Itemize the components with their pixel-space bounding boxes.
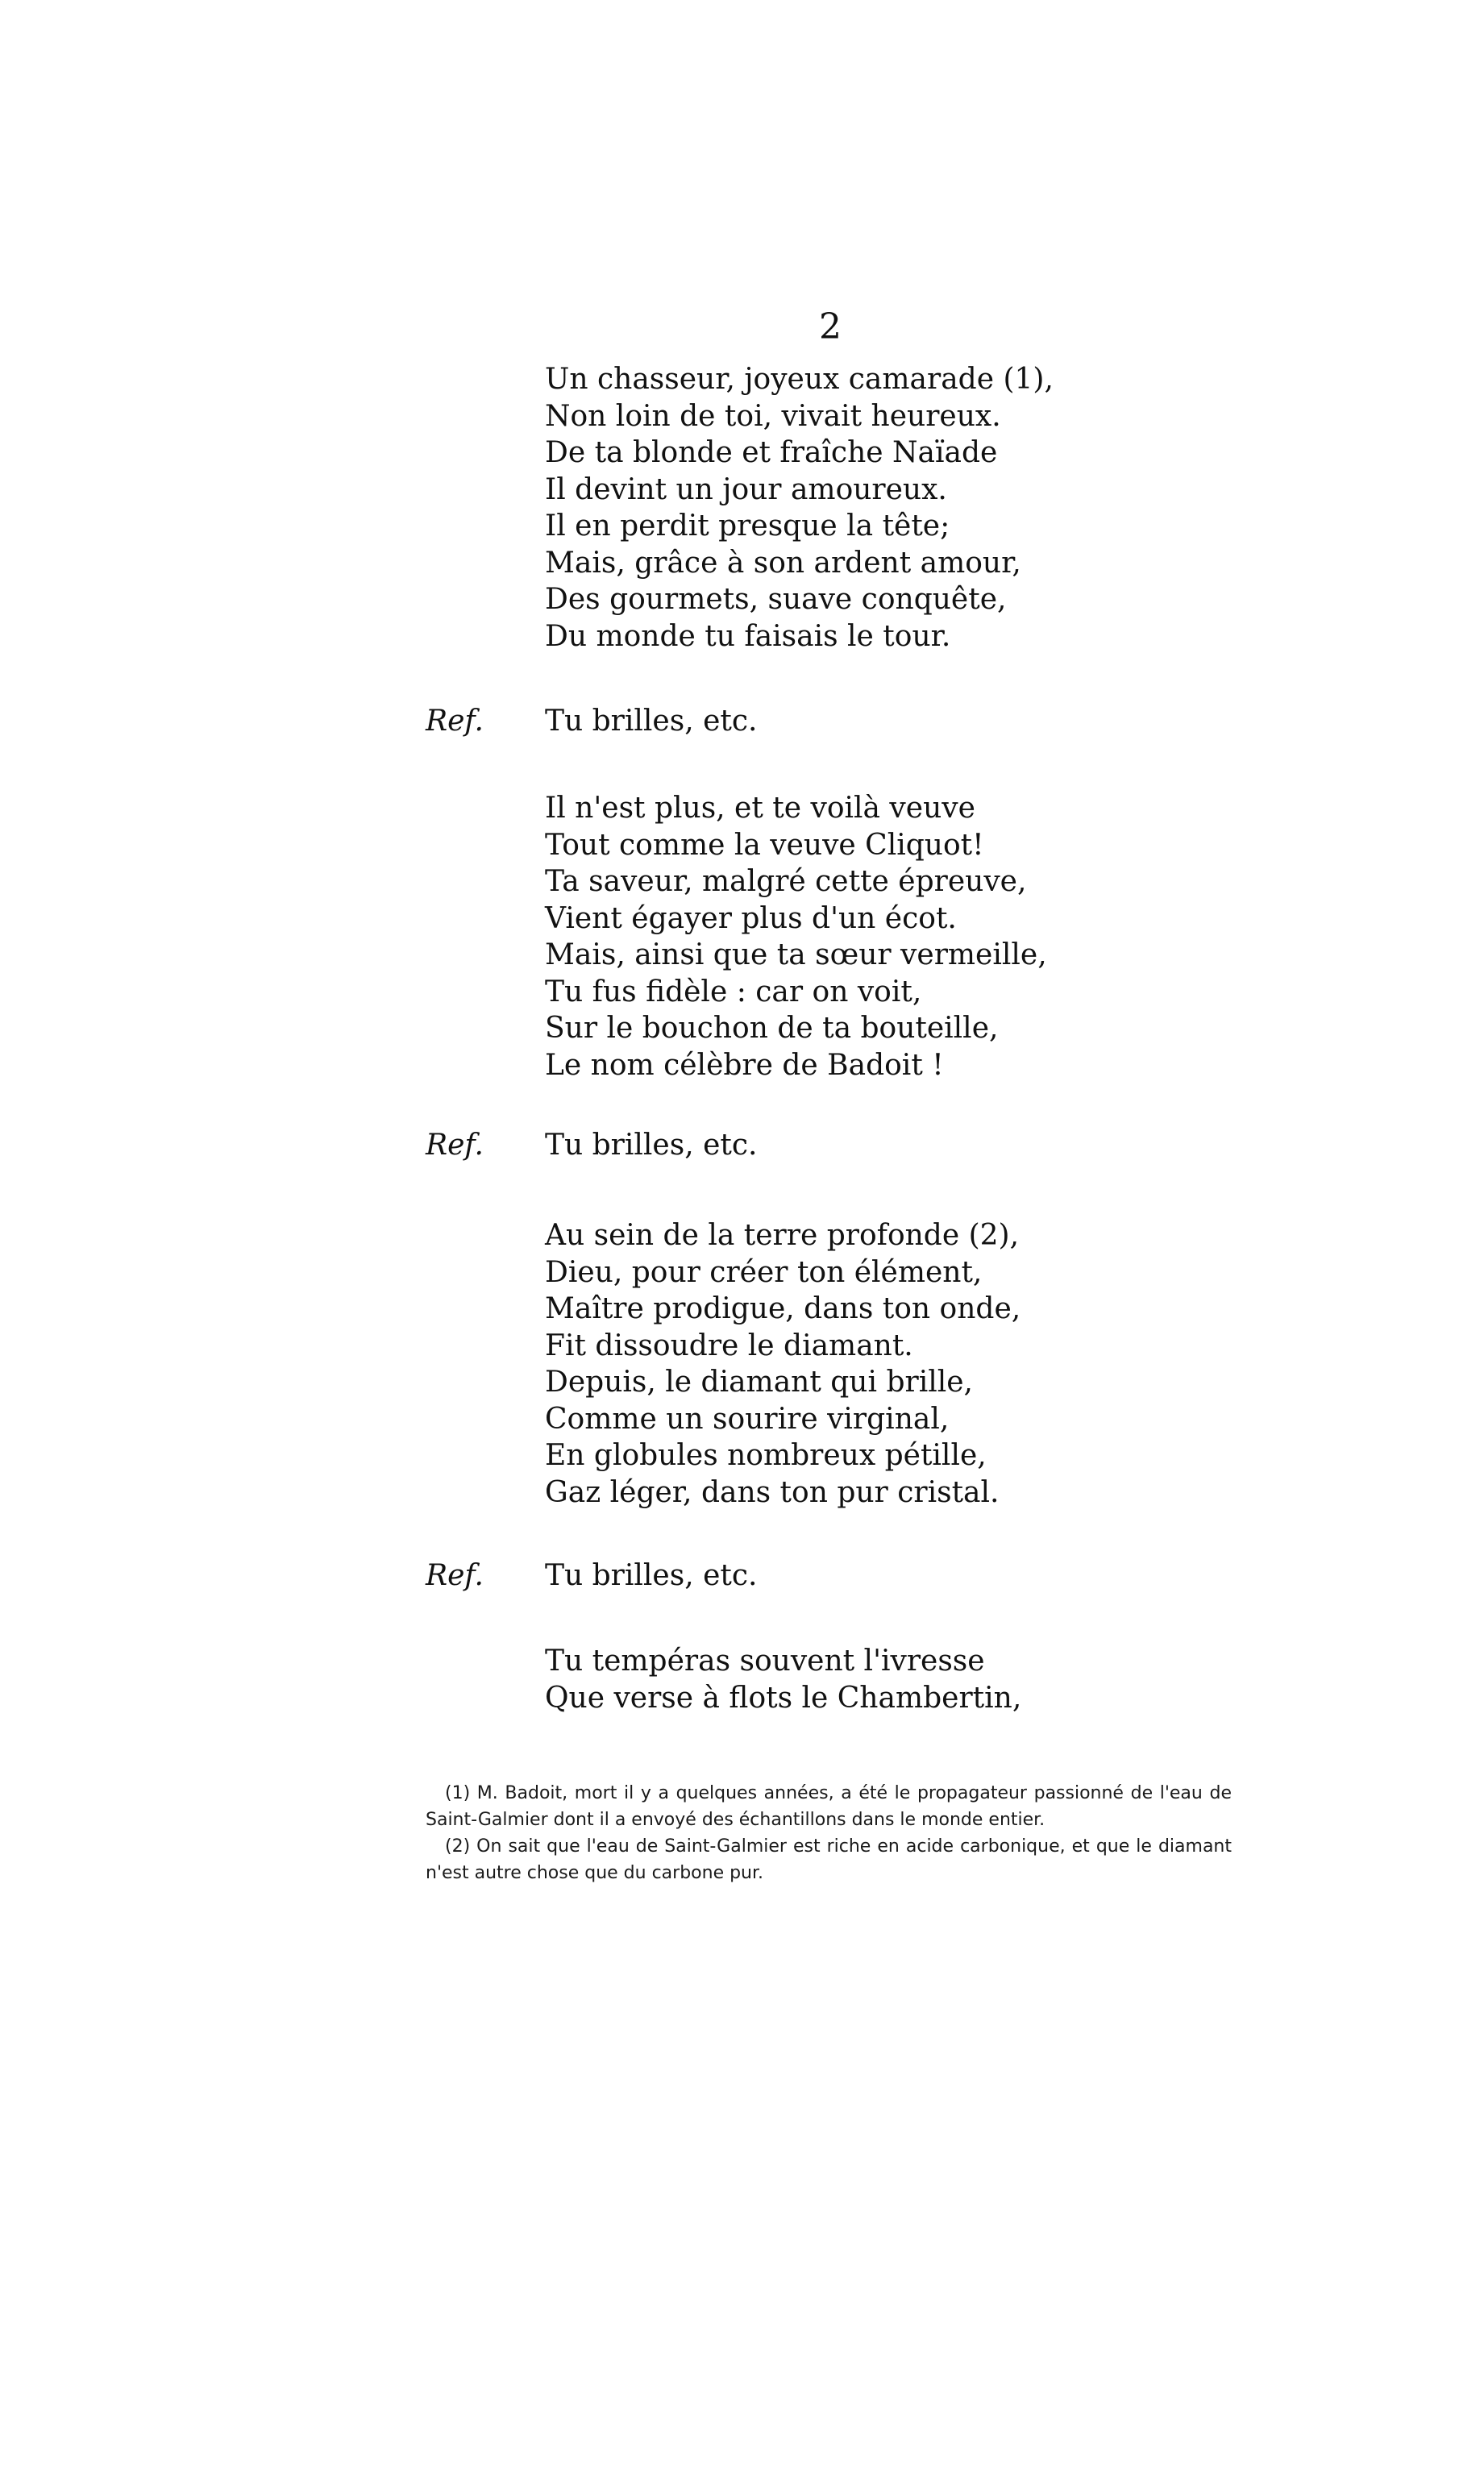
footnotes bbox=[426, 1780, 1232, 1886]
verse-line: Au sein de la terre profonde (2), bbox=[545, 1219, 1020, 1252]
verse-line: Maître prodigue, dans ton onde, bbox=[545, 1292, 1021, 1325]
footnote-1: (1) M. Badoit, mort il y a quelques années, a été le propagateur passionné de l'eau de Saint-Galmier dont il a envoyé des échantillons dans le monde entier. bbox=[426, 1783, 1232, 1830]
verse-line: De ta blonde et fraîche Naïade bbox=[545, 436, 998, 469]
stanza-2 bbox=[545, 790, 1047, 1083]
refrain-1 bbox=[0, 703, 1484, 739]
verse-line: Gaz léger, dans ton pur cristal. bbox=[545, 1475, 1000, 1509]
stanza-1 bbox=[545, 361, 1054, 655]
verse-line: Non loin de toi, vivait heureux. bbox=[545, 399, 1001, 433]
refrain-text: Tu brilles, etc. bbox=[545, 705, 758, 738]
verse-line: Dieu, pour créer ton élément, bbox=[545, 1255, 983, 1289]
verse-line: Que verse à flots le Chambertin, bbox=[545, 1681, 1022, 1715]
refrain-label: Ref. bbox=[426, 705, 484, 738]
verse-line: Du monde tu faisais le tour. bbox=[545, 619, 951, 653]
verse-line: Vient égayer plus d'un écot. bbox=[545, 901, 957, 935]
verse-line: Tout comme la veuve Cliquot! bbox=[545, 828, 984, 862]
verse-line: Il devint un jour amoureux. bbox=[545, 472, 947, 506]
refrain-label: Ref. bbox=[426, 1559, 484, 1592]
stanza-3 bbox=[545, 1217, 1021, 1511]
stanza-4 bbox=[545, 1643, 1021, 1716]
verse-line: Tu tempéras souvent l'ivresse bbox=[545, 1645, 985, 1678]
verse-line: Le nom célèbre de Badoit ! bbox=[545, 1048, 944, 1082]
page-number: 2 bbox=[819, 306, 842, 347]
refrain-label: Ref. bbox=[426, 1129, 484, 1162]
verse-line: Tu fus fidèle : car on voit, bbox=[545, 975, 922, 1008]
refrain-text: Tu brilles, etc. bbox=[545, 1559, 758, 1592]
verse-line: Des gourmets, suave conquête, bbox=[545, 583, 1007, 616]
verse-line: Comme un sourire virginal, bbox=[545, 1402, 950, 1436]
refrain-2 bbox=[0, 1127, 1484, 1163]
refrain-3 bbox=[0, 1557, 1484, 1594]
verse-line: Il en perdit presque la tête; bbox=[545, 509, 950, 543]
verse-line: Ta saveur, malgré cette épreuve, bbox=[545, 865, 1027, 898]
verse-line: En globules nombreux pétille, bbox=[545, 1439, 987, 1472]
verse-line: Sur le bouchon de ta bouteille, bbox=[545, 1012, 999, 1045]
verse-line: Fit dissoudre le diamant. bbox=[545, 1329, 913, 1362]
refrain-text: Tu brilles, etc. bbox=[545, 1129, 758, 1162]
verse-line: Il n'est plus, et te voilà veuve bbox=[545, 792, 975, 825]
verse-line: Un chasseur, joyeux camarade (1), bbox=[545, 363, 1054, 396]
verse-line: Mais, grâce à son ardent amour, bbox=[545, 546, 1021, 580]
footnote-2: (2) On sait que l'eau de Saint-Galmier est riche en acide carbonique, et que le diamant n'est autre chose que du carbone pur. bbox=[426, 1836, 1232, 1883]
verse-line: Depuis, le diamant qui brille, bbox=[545, 1366, 973, 1399]
verse-line: Mais, ainsi que ta sœur vermeille, bbox=[545, 938, 1047, 971]
